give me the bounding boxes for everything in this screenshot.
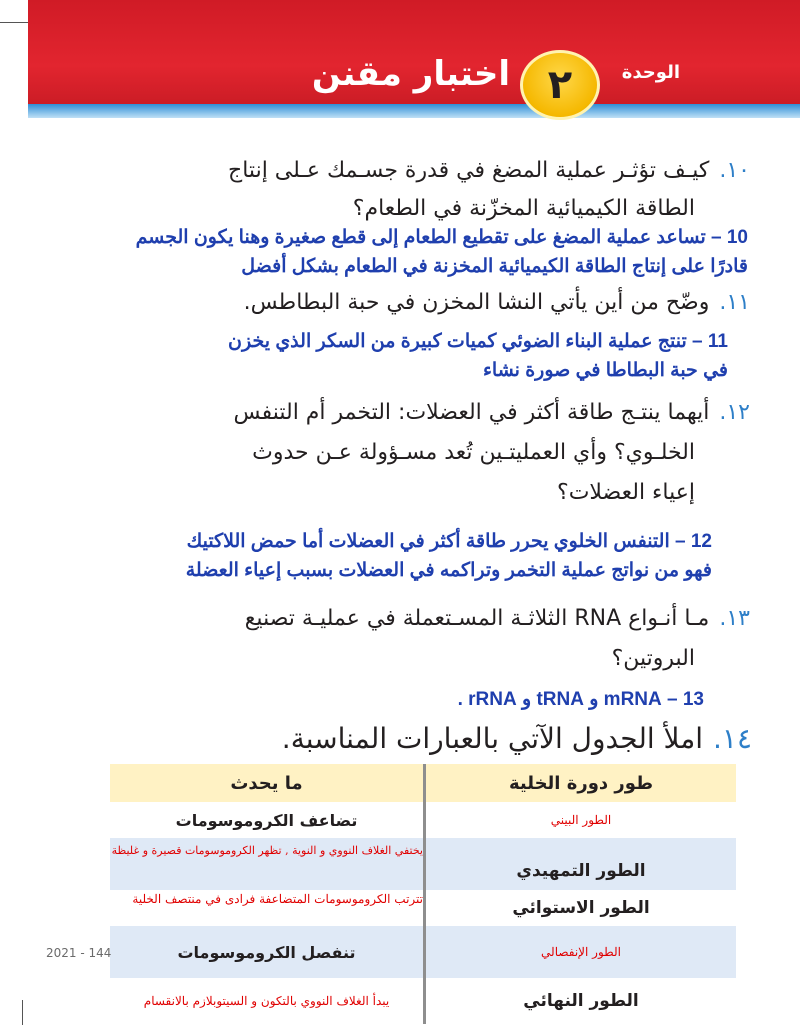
question-14 (282, 722, 752, 755)
cell-cycle-table (110, 764, 736, 1024)
question-11 (244, 290, 750, 315)
question-text: إعياء العضلات؟ (557, 480, 695, 505)
answer-11-line-2: في حبة البطاطا في صورة نشاء (482, 360, 728, 381)
page-title: اختبار مقنن (311, 54, 510, 94)
unit-number-badge (520, 50, 600, 120)
table-row-1-stage: الطور البيني (426, 802, 736, 838)
question-number: ١٠. (719, 158, 750, 183)
header-band (28, 104, 800, 118)
answer-10-line-2: قادرًا على إنتاج الطاقة الكيميائية المخزنة في الطعام بشكل أفضل (241, 256, 748, 277)
question-text: وضّح من أين يأتي النشا المخزن في حبة البطاطس. (243, 290, 710, 315)
question-text: الطاقة الكيميائية المخزّنة في الطعام؟ (352, 196, 695, 221)
crop-mark (22, 1000, 23, 1025)
unit-number: ٢ (547, 62, 573, 108)
crop-mark (0, 22, 28, 23)
question-12-line-1 (234, 400, 750, 425)
table-header-stage: طور دورة الخلية (426, 764, 736, 802)
table-row-5-event: يبدأ الغلاف النووي بالتكون و السيتوبلازم بالانقسام (110, 978, 423, 1024)
unit-label: الوحدة (621, 62, 680, 83)
question-text: مـا أنـواع RNA الثلاثـة المسـتعملة في عمليـة تصنيع (244, 606, 710, 631)
table-row-2-event: يختفي الغلاف النووي و النوية , تظهر الكروموسومات قصيرة و غليظة (110, 838, 423, 890)
table-row-2-stage: الطور التمهيدي (426, 838, 736, 890)
table-row-5-stage: الطور النهائي (426, 978, 736, 1024)
question-number: ١٢. (719, 400, 750, 425)
answer-11-line-1: 11 – تنتج عملية البناء الضوئي كميات كبيرة من السكر الذي يخزن (228, 331, 728, 352)
question-10-line-1 (228, 158, 750, 183)
question-text: املأ الجدول الآتي بالعبارات المناسبة. (281, 722, 704, 755)
question-text: الخلـوي؟ وأي العمليتـين تُعد مسـؤولة عـن حدوث (252, 440, 695, 465)
table-row-4-event: تنفصل الكروموسومات (110, 926, 423, 978)
table-row-3-stage: الطور الاستوائي (426, 890, 736, 926)
question-number: ١٤. (713, 722, 752, 755)
question-13-line-1 (245, 606, 750, 631)
answer-12-line-2: فهو من نواتج عملية التخمر وتراكمه في العضلات بسبب إعياء العضلة (185, 560, 712, 581)
question-number: ١١. (719, 290, 750, 315)
question-13-line-2 (612, 646, 695, 671)
table-row-3-event: تترتب الكروموسومات المتضاعفة فرادى في منتصف الخلية (110, 890, 423, 926)
question-10-line-2 (353, 196, 695, 221)
question-number: ١٣. (719, 606, 750, 631)
question-12-line-2 (252, 440, 695, 465)
page-footer: 2021 - 144 (46, 946, 112, 960)
table-row-1-event: تضاعف الكروموسومات (110, 802, 423, 838)
table-column-divider (423, 764, 426, 1024)
question-text: البروتين؟ (611, 646, 695, 671)
table-header-event: ما يحدث (110, 764, 423, 802)
answer-10-line-1: 10 – تساعد عملية المضغ على تقطيع الطعام إلى قطع صغيرة وهنا يكون الجسم (135, 227, 748, 248)
question-text: أيهما ينتـج طاقة أكثر في العضلات: التخمر أم التنفس (233, 400, 710, 425)
answer-12-line-1: 12 – التنفس الخلوي يحرر طاقة أكثر في العضلات أما حمض اللاكتيك (186, 531, 712, 552)
answer-13: 13 – mRNA و tRNA و rRNA . (457, 689, 704, 710)
table-row-4-stage: الطور الإنفصالي (426, 926, 736, 978)
question-12-line-3 (557, 480, 695, 505)
question-text: كيـف تؤثـر عملية المضغ في قدرة جسـمك عـلى إنتاج (228, 158, 710, 183)
